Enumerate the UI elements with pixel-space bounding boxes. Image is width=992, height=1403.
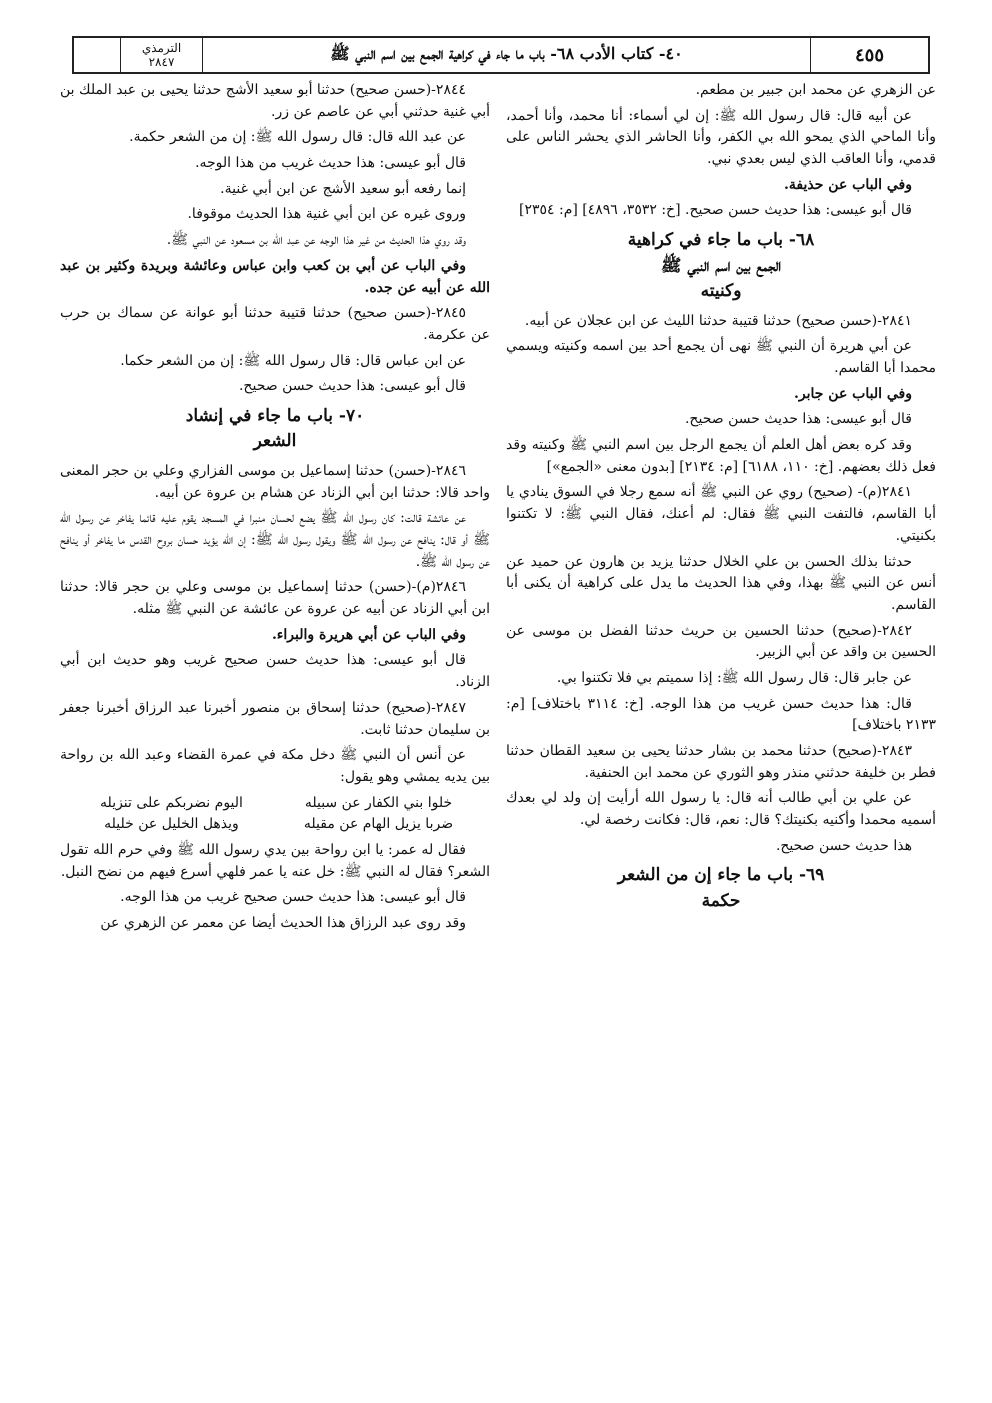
paragraph: قال: هذا حديث حسن غريب من هذا الوجه. [خ: ٣١١٤ باختلاف] [م: ٢١٣٣ باختلاف] xyxy=(506,695,936,734)
left-column xyxy=(60,80,490,939)
page-number: ٤٥٥ xyxy=(810,38,928,72)
paragraph: قال أبو عيسى: هذا حديث حسن صحيح. xyxy=(684,411,912,428)
hadith-2843: ٢٨٤٣-(صحيح) حدثنا محمد بن بشار حدثنا يحيى بن سعيد القطان حدثنا فطر بن خليفة حدثني منذر وهو الثوري عن محمد ابن الحنفية. xyxy=(506,743,936,781)
running-title: ٤٠- كتاب الأدب ٦٨- باب ما جاء في كراهية الجمع بين اسم النبي ﷺ xyxy=(202,38,810,72)
paragraph: عن عبد الله قال: قال رسول الله ﷺ: إن من الشعر حكمة. xyxy=(129,129,466,146)
paragraph: عن أنس أن النبي ﷺ دخل مكة في عمرة القضاء وعبد الله بن رواحة بين يديه يمشي وهو يقول: xyxy=(60,747,490,785)
paragraph: وفي الباب عن حذيفة. xyxy=(784,176,912,193)
chapter-heading-line: حكمة xyxy=(701,890,741,911)
paragraph: إنما رفعه أبو سعيد الأشج عن ابن أبي غنية. xyxy=(220,180,466,197)
poem-verses xyxy=(60,793,490,836)
hadith-2846: ٢٨٤٦-(حسن) حدثنا إسماعيل بن موسى الفزاري وعلي بن حجر المعنى واحد قالا: حدثنا ابن أبي الزناد عن هشام بن عروة عن أبيه. xyxy=(60,462,490,501)
chapter-heading-line: وكنيته xyxy=(700,281,742,302)
paragraph: قال أبو عيسى: هذا حديث غريب من هذا الوجه. xyxy=(195,155,466,172)
chapter-heading-line: ٦٩- باب ما جاء إن من الشعر xyxy=(617,865,825,886)
paragraph: وروى غيره عن ابن أبي غنية هذا الحديث موقوفا. xyxy=(187,206,466,223)
paragraph: وقد روي هذا الحديث من غير هذا الوجه عن عبد الله بن مسعود عن النبي ﷺ. xyxy=(166,232,466,249)
hadith-2841: ٢٨٤١-(حسن صحيح) حدثنا قتيبة حدثنا الليث عن ابن عجلان عن أبيه. xyxy=(524,312,912,329)
paragraph: قال أبو عيسى: هذا حديث حسن صحيح. [خ: ٣٥٣٢، ٤٨٩٦] [م: ٢٣٥٤] xyxy=(518,202,912,219)
paragraph: وفي الباب عن جابر. xyxy=(794,385,912,402)
paragraph: وقد روى عبد الرزاق هذا الحديث أيضا عن معمر عن الزهري عن xyxy=(100,915,466,931)
chapter-heading-68 xyxy=(506,228,936,305)
chapter-heading-line: الشعر xyxy=(253,431,297,452)
hadith-2844: ٢٨٤٤-(حسن صحيح) حدثنا أبو سعيد الأشج حدثنا يحيى بن عبد الملك بن أبي غنية حدثني أبي عن عاصم عن زر. xyxy=(60,82,490,120)
page-header xyxy=(72,36,930,74)
paragraph: عن ابن عباس قال: قال رسول الله ﷺ: إن من الشعر حكما. xyxy=(120,352,466,369)
paragraph: عن جابر قال: قال رسول الله ﷺ: إذا سميتم بي فلا تكتنوا بي. xyxy=(556,669,912,686)
hadith-2846m: ٢٨٤٦(م)-(حسن) حدثنا إسماعيل بن موسى وعلي بن حجر قالا: حدثنا ابن أبي الزناد عن أبيه عن عروة عن عائشة عن النبي ﷺ مثله. xyxy=(60,579,490,618)
chapter-heading-70 xyxy=(60,404,490,455)
reference-book: الترمذي xyxy=(141,41,182,55)
paragraph: وقد كره بعض أهل العلم أن يجمع الرجل بين اسم النبي ﷺ وكنيته وقد فعل ذلك بعضهم. [خ: ١١٠، ٦١٨٨] [م: ٢١٣٤] [بدون معنى «الجمع»] xyxy=(506,437,936,475)
paragraph: قال أبو عيسى: هذا حديث حسن صحيح. xyxy=(238,378,466,395)
paragraph: وفي الباب عن أبي هريرة والبراء. xyxy=(271,626,466,643)
hadith-2847: ٢٨٤٧-(صحيح) حدثنا إسحاق بن منصور أخبرنا عبد الرزاق أخبرنا جعفر بن سليمان حدثنا ثابت. xyxy=(60,699,490,738)
paragraph: حدثنا بذلك الحسن بن علي الخلال حدثنا يزيد بن هارون عن حميد عن أنس عن النبي ﷺ بهذا، وفي هذا الحديث ما يدل على كراهية أن يكنى أبا القاسم. xyxy=(506,553,936,613)
paragraph: قال أبو عيسى: هذا حديث حسن صحيح غريب وهو حديث ابن أبي الزناد. xyxy=(60,652,490,691)
paragraph: عن علي بن أبي طالب أنه قال: يا رسول الله أرأيت إن ولد لي بعدك أسميه محمدا وأكنيه بكنيتك؟ قال: نعم، قال: فكانت رخصة لي. xyxy=(506,790,936,829)
chapter-heading-line: الجمع بين اسم النبي ﷺ xyxy=(660,255,782,276)
paragraph: عن أبي هريرة أن النبي ﷺ نهى أن يجمع أحد بين اسمه وكنيته ويسمي محمدا أبا القاسم. xyxy=(506,338,936,376)
reference-number: ٢٨٤٧ xyxy=(148,55,175,69)
reference-box xyxy=(120,38,202,72)
chapter-heading-line: ٦٨- باب ما جاء في كراهية xyxy=(627,230,815,251)
paragraph: عن أبيه قال: قال رسول الله ﷺ: إن لي أسماء: أنا محمد، وأنا أحمد، وأنا الماحي الذي يمحو الله بي الكفر، وأنا الحاشر الذي يحشر الناس على قدمي، وأنا العاقب الذي ليس بعدي نبي. xyxy=(506,107,936,168)
hadith-2842: ٢٨٤٢-(صحيح) حدثنا الحسين بن حريث حدثنا الفضل بن موسى عن الحسين بن واقد عن أبي الزبير. xyxy=(506,622,936,661)
hadith-2841m: ٢٨٤١(م)- (صحيح) روي عن النبي ﷺ أنه سمع رجلا في السوق ينادي يا أبا القاسم، فالتفت النبي ﷺ فقال: لم أعنك، فقال النبي ﷺ: لا تكتنوا بكنيتي. xyxy=(506,484,936,544)
paragraph: عن عائشة قالت: كان رسول الله ﷺ يضع لحسان منبرا في المسجد يقوم عليه قائما يفاخر عن رسول الله ﷺ أو قال: ينافح عن رسول الله ﷺ ويقول رسول الله ﷺ: إن الله يؤيد حسان بروح القدس ما يفاخر أو ينافح عن رسول الله ﷺ. xyxy=(60,510,490,570)
paragraph: هذا حديث حسن صحيح. xyxy=(775,837,912,854)
verse-hemistich: ويذهل الخليل عن خليله xyxy=(104,816,239,833)
paragraph: فقال له عمر: يا ابن رواحة بين يدي رسول الله ﷺ وفي حرم الله تقول الشعر؟ فقال له النبي ﷺ: خل عنه يا عمر فلهي أسرع فيهم من نضح النبل. xyxy=(60,841,490,880)
chapter-heading-line: ٧٠- باب ما جاء في إنشاد xyxy=(185,405,365,426)
paragraph: وفي الباب عن أبي بن كعب وابن عباس وعائشة وبريدة وكثير بن عبد الله عن أبيه عن جده. xyxy=(60,257,490,296)
verse-hemistich: خلوا بني الكفار عن سبيله xyxy=(304,794,453,811)
hadith-2845: ٢٨٤٥-(حسن صحيح) حدثنا قتيبة حدثنا أبو عوانة عن سماك بن حرب عن عكرمة. xyxy=(60,305,490,343)
verse-hemistich: ضربا يزيل الهام عن مقيله xyxy=(303,816,454,833)
verse-hemistich: اليوم نضربكم على تنزيله xyxy=(100,794,243,811)
right-column xyxy=(506,80,936,920)
paragraph: قال أبو عيسى: هذا حديث حسن صحيح غريب من هذا الوجه. xyxy=(120,889,466,906)
paragraph: عن الزهري عن محمد ابن جبير بن مطعم. xyxy=(695,82,936,98)
header-blank-cell xyxy=(74,38,120,72)
chapter-heading-69 xyxy=(506,863,936,914)
